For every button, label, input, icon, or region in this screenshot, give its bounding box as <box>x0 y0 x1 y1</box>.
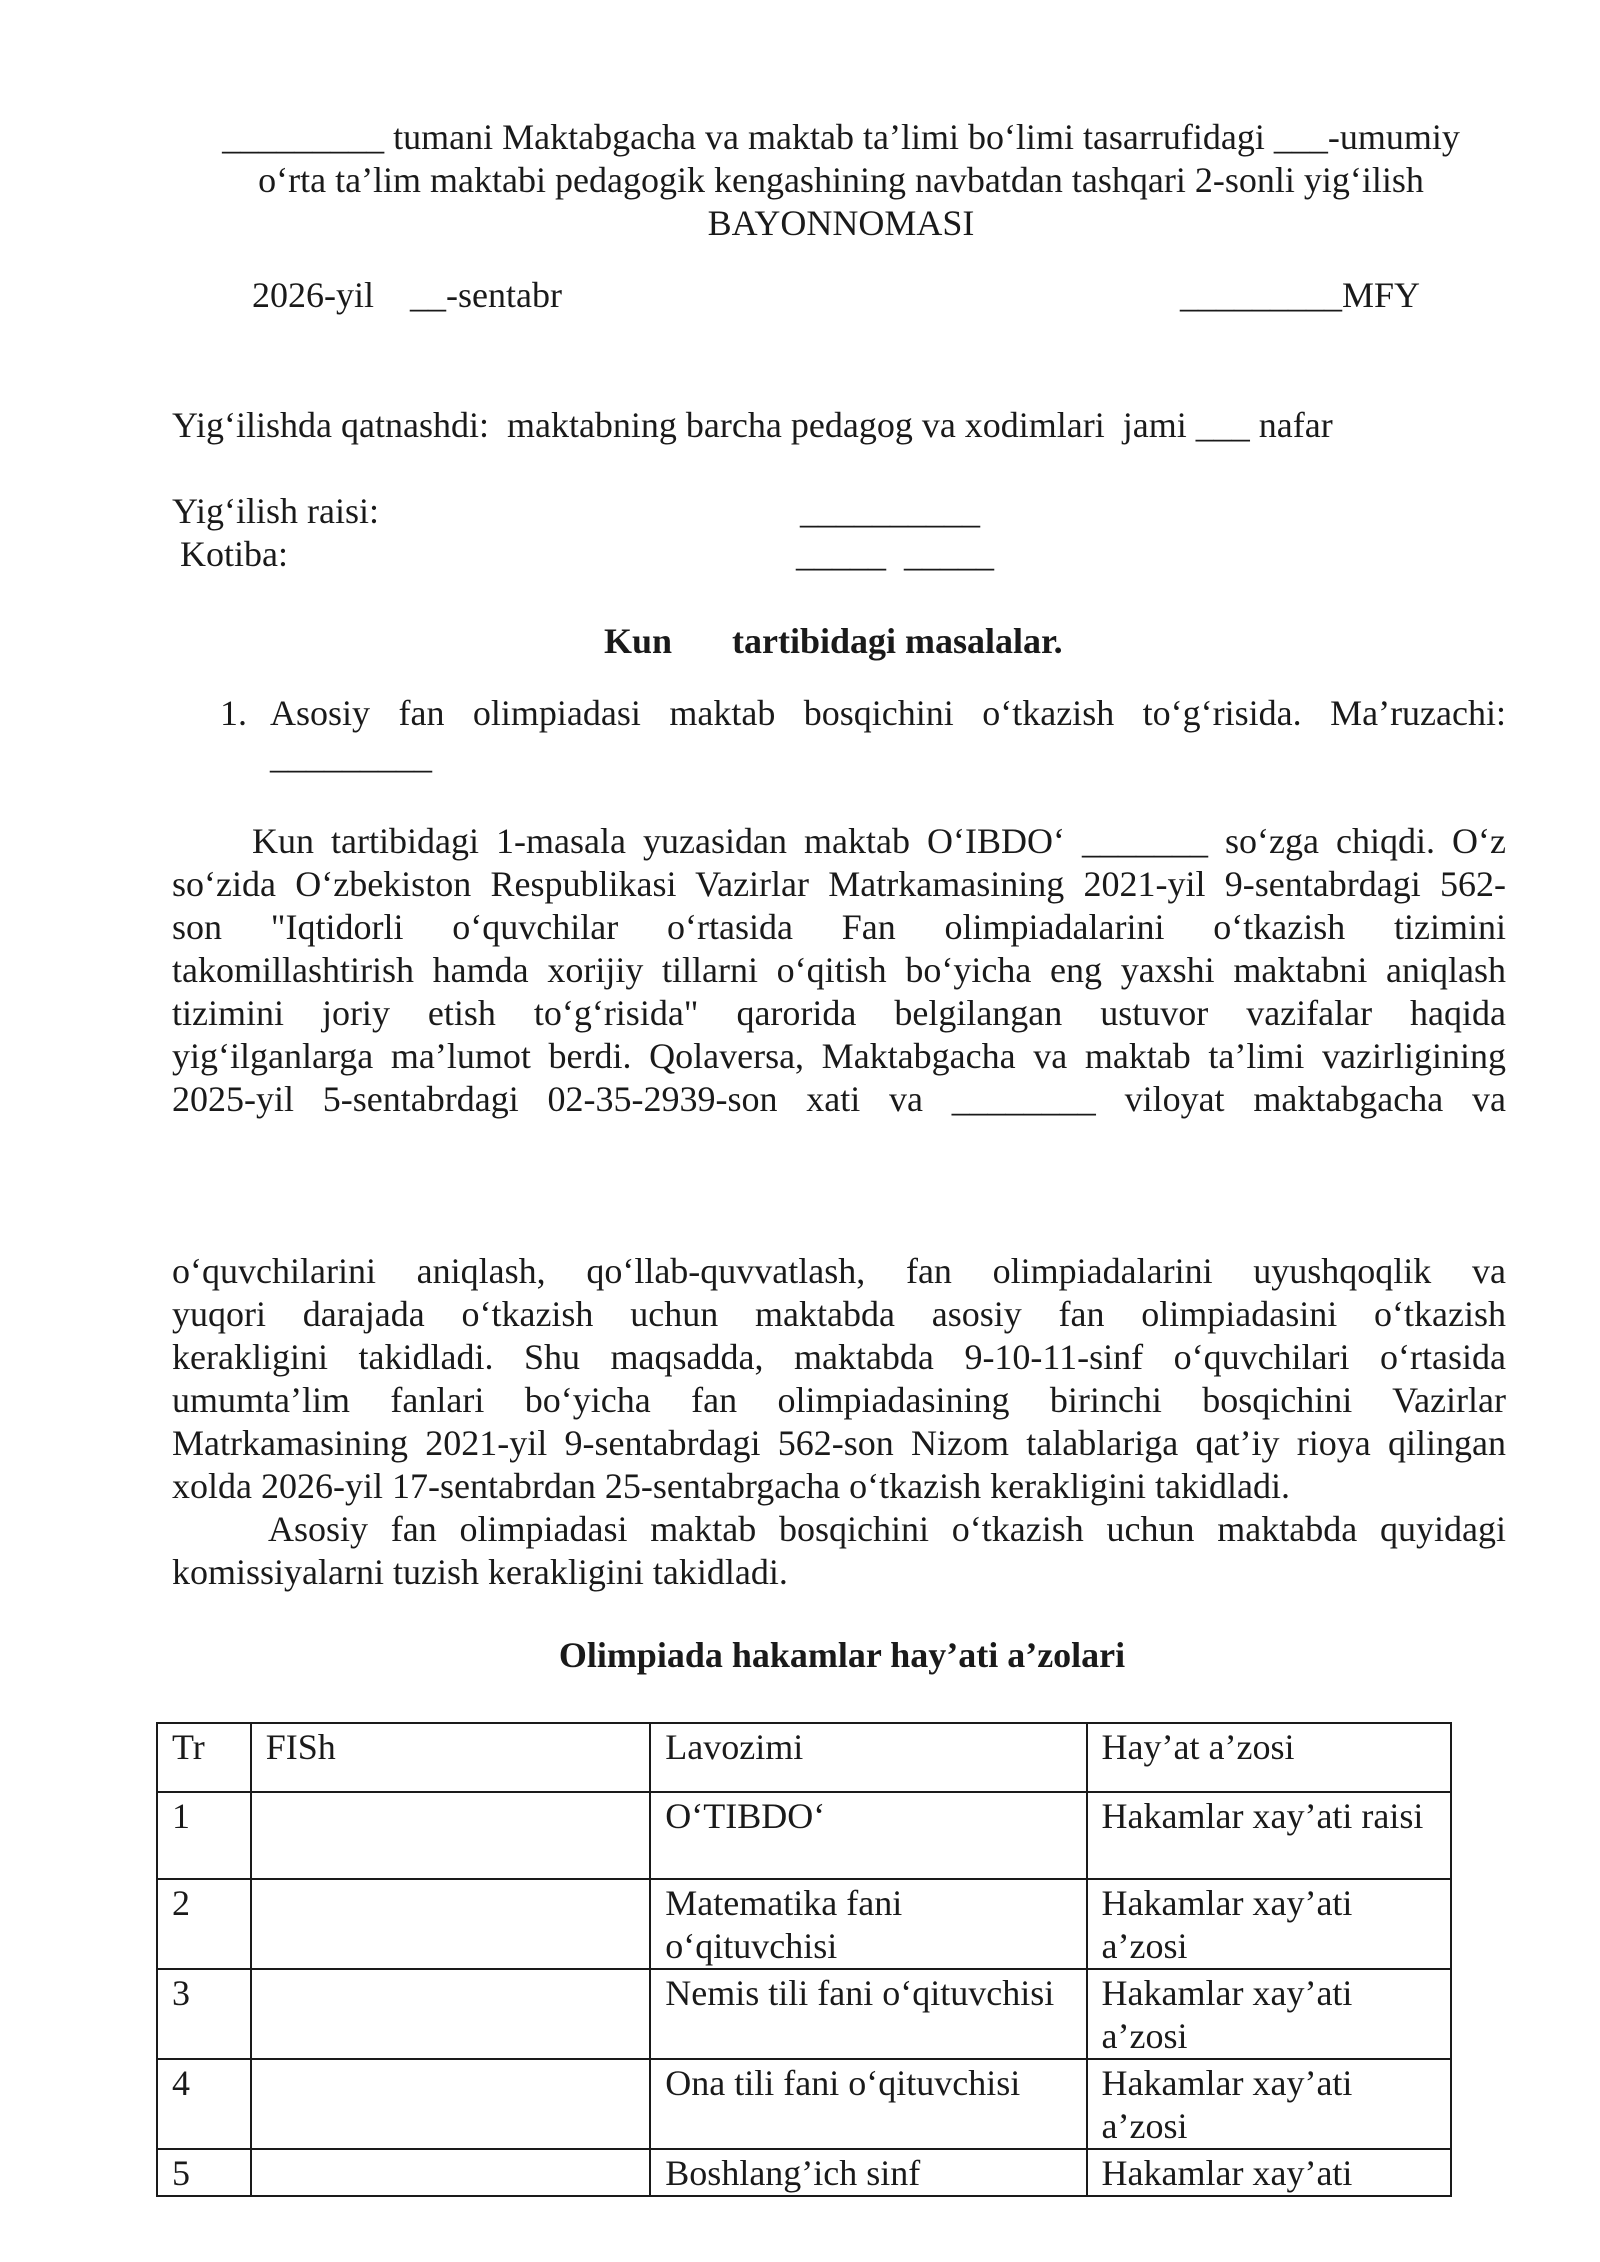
header-cell-lavozim: Lavozimi <box>650 1723 1086 1792</box>
paragraph-line: yuqori darajada o‘tkazish uchun maktabda asosiy fan olimpiadasini o‘tkazish <box>172 1294 1506 1334</box>
secretary-value: _____ _____ <box>796 534 994 574</box>
meeting-date: 2026-yil __-sentabr <box>252 275 562 315</box>
cell-azo: Hakamlar xay’ati a’zosi <box>1087 1879 1451 1969</box>
judges-table <box>156 1722 1452 2197</box>
table-row <box>157 1792 1451 1879</box>
paragraph-line: Asosiy fan olimpiadasi maktab bosqichini o‘tkazish uchun maktabda quyidagi <box>268 1509 1506 1549</box>
cell-fish <box>251 1879 651 1969</box>
agenda-item-text: Asosiy fan olimpiadasi maktab bosqichini o‘tkazish to‘g‘risida. Ma’ruzachi: <box>270 693 1506 733</box>
chair-label: Yig‘ilish raisi: <box>172 491 379 531</box>
paragraph-line-highlighted <box>172 1164 1506 1207</box>
paragraph-line: 2025-yil 5-sentabrdagi 02-35-2939-son xati va ________ viloyat maktabgacha va <box>172 1079 1506 1119</box>
cell-tr: 1 <box>157 1792 251 1879</box>
agenda-item-speaker: _________ <box>270 736 432 776</box>
header-line-1: _________ tumani Maktabgacha va maktab ta’limi bo‘limi tasarrufidagi ___-umumiy <box>222 117 1460 157</box>
paragraph-line: Kun tartibidagi 1-masala yuzasidan maktab O‘IBDO‘ _______ so‘zga chiqdi. O‘z <box>252 821 1506 861</box>
paragraph-line: takomillashtirish hamda xorijiy tillarni o‘qitish bo‘yicha eng yaxshi maktabni aniqlash <box>172 950 1506 990</box>
cell-fish <box>251 1792 651 1879</box>
cell-lavozim: Boshlang’ich sinf <box>650 2149 1086 2196</box>
cell-tr: 4 <box>157 2059 251 2149</box>
meeting-place: _________MFY <box>1180 275 1421 315</box>
cell-tr: 5 <box>157 2149 251 2196</box>
table-title: Olimpiada hakamlar hay’ati a’zolari <box>558 1635 1126 1675</box>
paragraph-line-highlighted <box>172 1207 1506 1250</box>
cell-fish <box>251 2059 651 2149</box>
cell-lavozim: Ona tili fani o‘qituvchisi <box>650 2059 1086 2149</box>
agenda-title-part2: tartibidagi masalalar. <box>732 621 1063 661</box>
cell-azo: Hakamlar xay’ati a’zosi <box>1087 2059 1451 2149</box>
header-cell-fish: FISh <box>251 1723 651 1792</box>
cell-azo: Hakamlar xay’ati raisi <box>1087 1792 1451 1879</box>
agenda-item-number: 1. <box>220 693 247 733</box>
cell-fish <box>251 2149 651 2196</box>
document-title: BAYONNOMASI <box>707 203 975 243</box>
paragraph-line: umumta’lim fanlari bo‘yicha fan olimpiadasining birinchi bosqichini Vazirlar <box>172 1380 1506 1420</box>
cell-lavozim: Matematika fani o‘qituvchisi <box>650 1879 1086 1969</box>
header-cell-azo: Hay’at a’zosi <box>1087 1723 1451 1792</box>
secretary-label: Kotiba: <box>180 534 288 574</box>
paragraph-line: so‘zida O‘zbekiston Respublikasi Vazirlar Matrkamasining 2021-yil 9-sentabrdagi 562- <box>172 864 1506 904</box>
paragraph-line: tizimini joriy etish to‘g‘risida" qarorida belgilangan ustuvor vazifalar haqida <box>172 993 1506 1033</box>
cell-azo: Hakamlar xay’ati <box>1087 2149 1451 2196</box>
cell-tr: 3 <box>157 1969 251 2059</box>
main-paragraph <box>172 820 1506 1508</box>
cell-tr: 2 <box>157 1879 251 1969</box>
cell-lavozim: Nemis tili fani o‘qituvchisi <box>650 1969 1086 2059</box>
paragraph-line: o‘quvchilarini aniqlash, qo‘llab-quvvatlash, fan olimpiadalarini uyushqoqlik va <box>172 1251 1506 1291</box>
paragraph-line: Matrkamasining 2021-yil 9-sentabrdagi 562-son Nizom talablariga qat’iy rioya qilingan <box>172 1423 1506 1463</box>
header-cell-tr: Tr <box>157 1723 251 1792</box>
paragraph-line: xolda 2026-yil 17-sentabrdan 25-sentabrgacha o‘tkazish kerakligini takidladi. <box>172 1466 1291 1506</box>
chair-value: __________ <box>800 491 980 531</box>
agenda-title-part1: Kun <box>604 621 673 661</box>
attendance-line: Yig‘ilishda qatnashdi: maktabning barcha pedagog va xodimlari jami ___ nafar <box>172 405 1333 445</box>
paragraph-line: yig‘ilganlarga ma’lumot berdi. Qolaversa, Maktabgacha va maktab ta’limi vazirligining <box>172 1036 1506 1076</box>
table-row <box>157 2059 1451 2149</box>
paragraph-line: kerakligini takidladi. Shu maqsadda, maktabda 9-10-11-sinf o‘quvchilari o‘rtasida <box>172 1337 1506 1377</box>
paragraph-line-highlighted <box>172 1121 1506 1164</box>
cell-fish <box>251 1969 651 2059</box>
table-row <box>157 2149 1451 2196</box>
cell-lavozim: O‘TIBDO‘ <box>650 1792 1086 1879</box>
table-row <box>157 1879 1451 1969</box>
cell-azo: Hakamlar xay’ati a’zosi <box>1087 1969 1451 2059</box>
second-paragraph <box>172 1508 1506 1594</box>
paragraph-line: son "Iqtidorli o‘quvchilar o‘rtasida Fan olimpiadalarini o‘tkazish tizimini <box>172 907 1506 947</box>
table-header-row <box>157 1723 1451 1792</box>
table-row <box>157 1969 1451 2059</box>
header-line-2: o‘rta ta’lim maktabi pedagogik kengashining navbatdan tashqari 2-sonli yig‘ilish <box>258 160 1424 200</box>
paragraph-line: komissiyalarni tuzish kerakligini takidladi. <box>172 1552 788 1592</box>
